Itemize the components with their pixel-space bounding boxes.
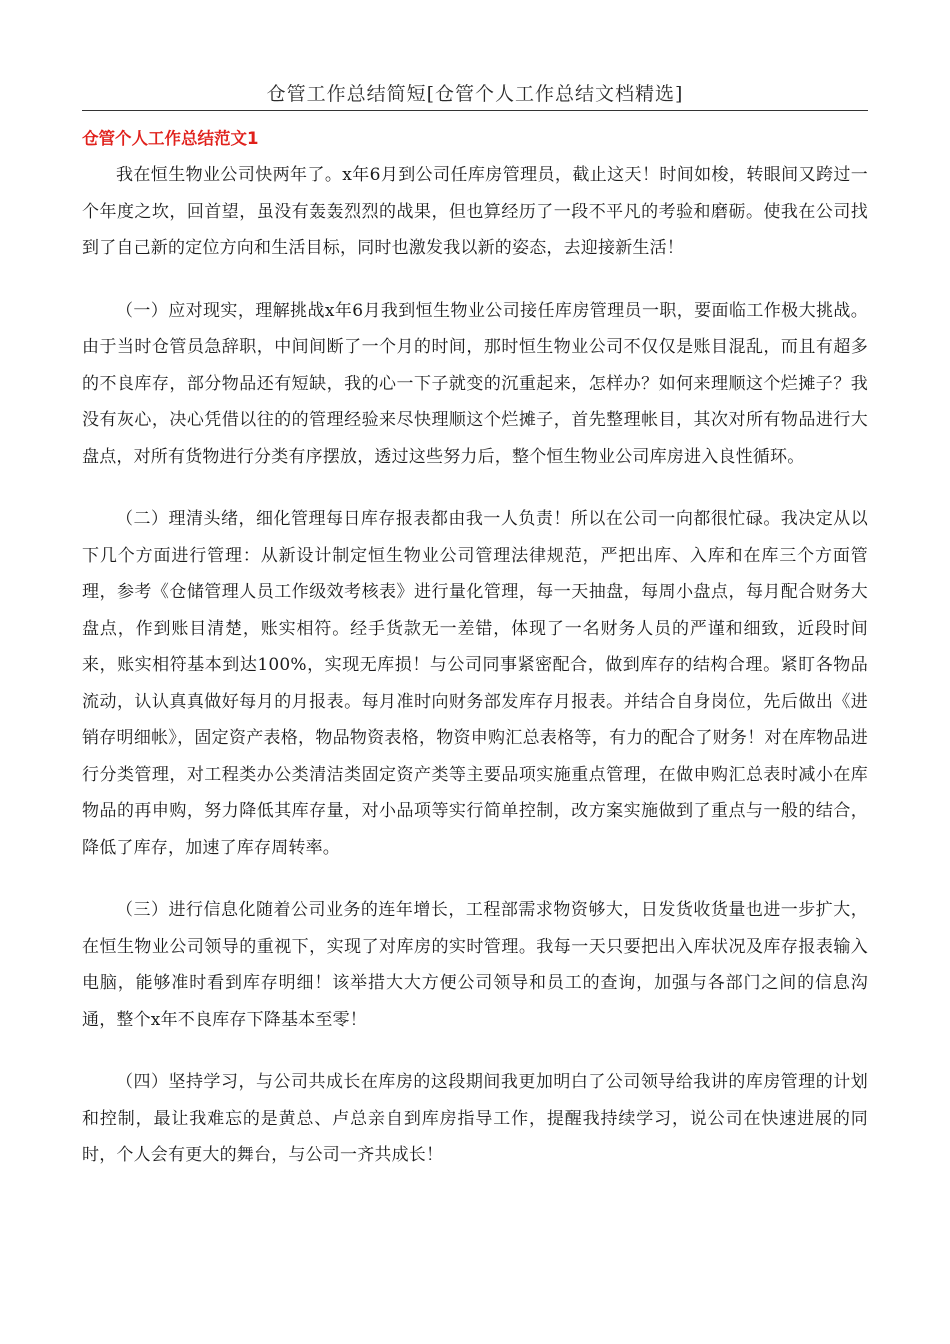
section-title: 仓管个人工作总结范文1 xyxy=(82,129,259,148)
page-header: 仓管工作总结简短[仓管个人工作总结文档精选] xyxy=(266,83,684,105)
paragraph-section-4: （四）坚持学习，与公司共成长在库房的这段期间我更加明白了公司领导给我讲的库房管理的计划和控制，最让我难忘的是黄总、卢总亲自到库房指导工作，提醒我持续学习，说公司在快速进展的同时，个人会有更大的舞台，与公司一齐共成长！ xyxy=(82,1072,868,1165)
paragraph-section-2: （二）理清头绪，细化管理每日库存报表都由我一人负责！所以在公司一向都很忙碌。我决定从以下几个方面进行管理：从新设计制定恒生物业公司管理法律规范，严把出库、入库和在库三个方面管理，参考《仓储管理人员工作级效考核表》进行量化管理，每一天抽盘，每周小盘点，每月配合财务大盘点，作到账目清楚，账实相符。经手货款无一差错，体现了一名财务人员的严谨和细致，近段时间来，账实相符基本到达100%，实现无库损！与公司同事紧密配合，做到库存的结构合理。紧盯各物品流动，认认真真做好每月的月报表。每月准时向财务部发库存月报表。并结合自身岗位，先后做出《进销存明细帐》，固定资产表格，物品物资表格，物资申购汇总表格等，有力的配合了财务！对在库物品进行分类管理，对工程类办公类清洁类固定资产类等主要品项实施重点管理，在做申购汇总表时减小在库物品的再申购，努力降低其库存量，对小品项等实行简单控制，改方案实施做到了重点与一般的结合，降低了库存，加速了库存周转率。 xyxy=(82,509,868,858)
paragraph-section-3: （三）进行信息化随着公司业务的连年增长，工程部需求物资够大，日发货收货量也进一步扩大，在恒生物业公司领导的重视下，实现了对库房的实时管理。我每一天只要把出入库状况及库存报表输入电脑，能够准时看到库存明细！该举措大大方便公司领导和员工的查询，加强与各部门之间的信息沟通，整个x年不良库存下降基本至零！ xyxy=(82,900,868,1030)
paragraph-section-1: （一）应对现实，理解挑战x年6月我到恒生物业公司接任库房管理员一职，要面临工作极大挑战。由于当时仓管员急辞职，中间间断了一个月的时间，那时恒生物业公司不仅仅是账目混乱，而且有超多的不良库存，部分物品还有短缺，我的心一下子就变的沉重起来，怎样办？如何来理顺这个烂摊子？我没有灰心，决心凭借以往的的管理经验来尽快理顺这个烂摊子，首先整理帐目，其次对所有物品进行大盘点，对所有货物进行分类有序摆放，透过这些努力后，整个恒生物业公司库房进入良性循环。 xyxy=(82,300,868,467)
header-divider xyxy=(82,110,868,111)
paragraph-intro: 我在恒生物业公司快两年了。x年6月到公司任库房管理员，截止这天！时间如梭，转眼间又跨过一个年度之坎，回首望，虽没有轰轰烈烈的战果，但也算经历了一段不平凡的考验和磨砺。使我在公司找到了自己新的定位方向和生活目标，同时也激发我以新的姿态，去迎接新生活！ xyxy=(82,165,868,258)
document-body xyxy=(82,157,868,1174)
